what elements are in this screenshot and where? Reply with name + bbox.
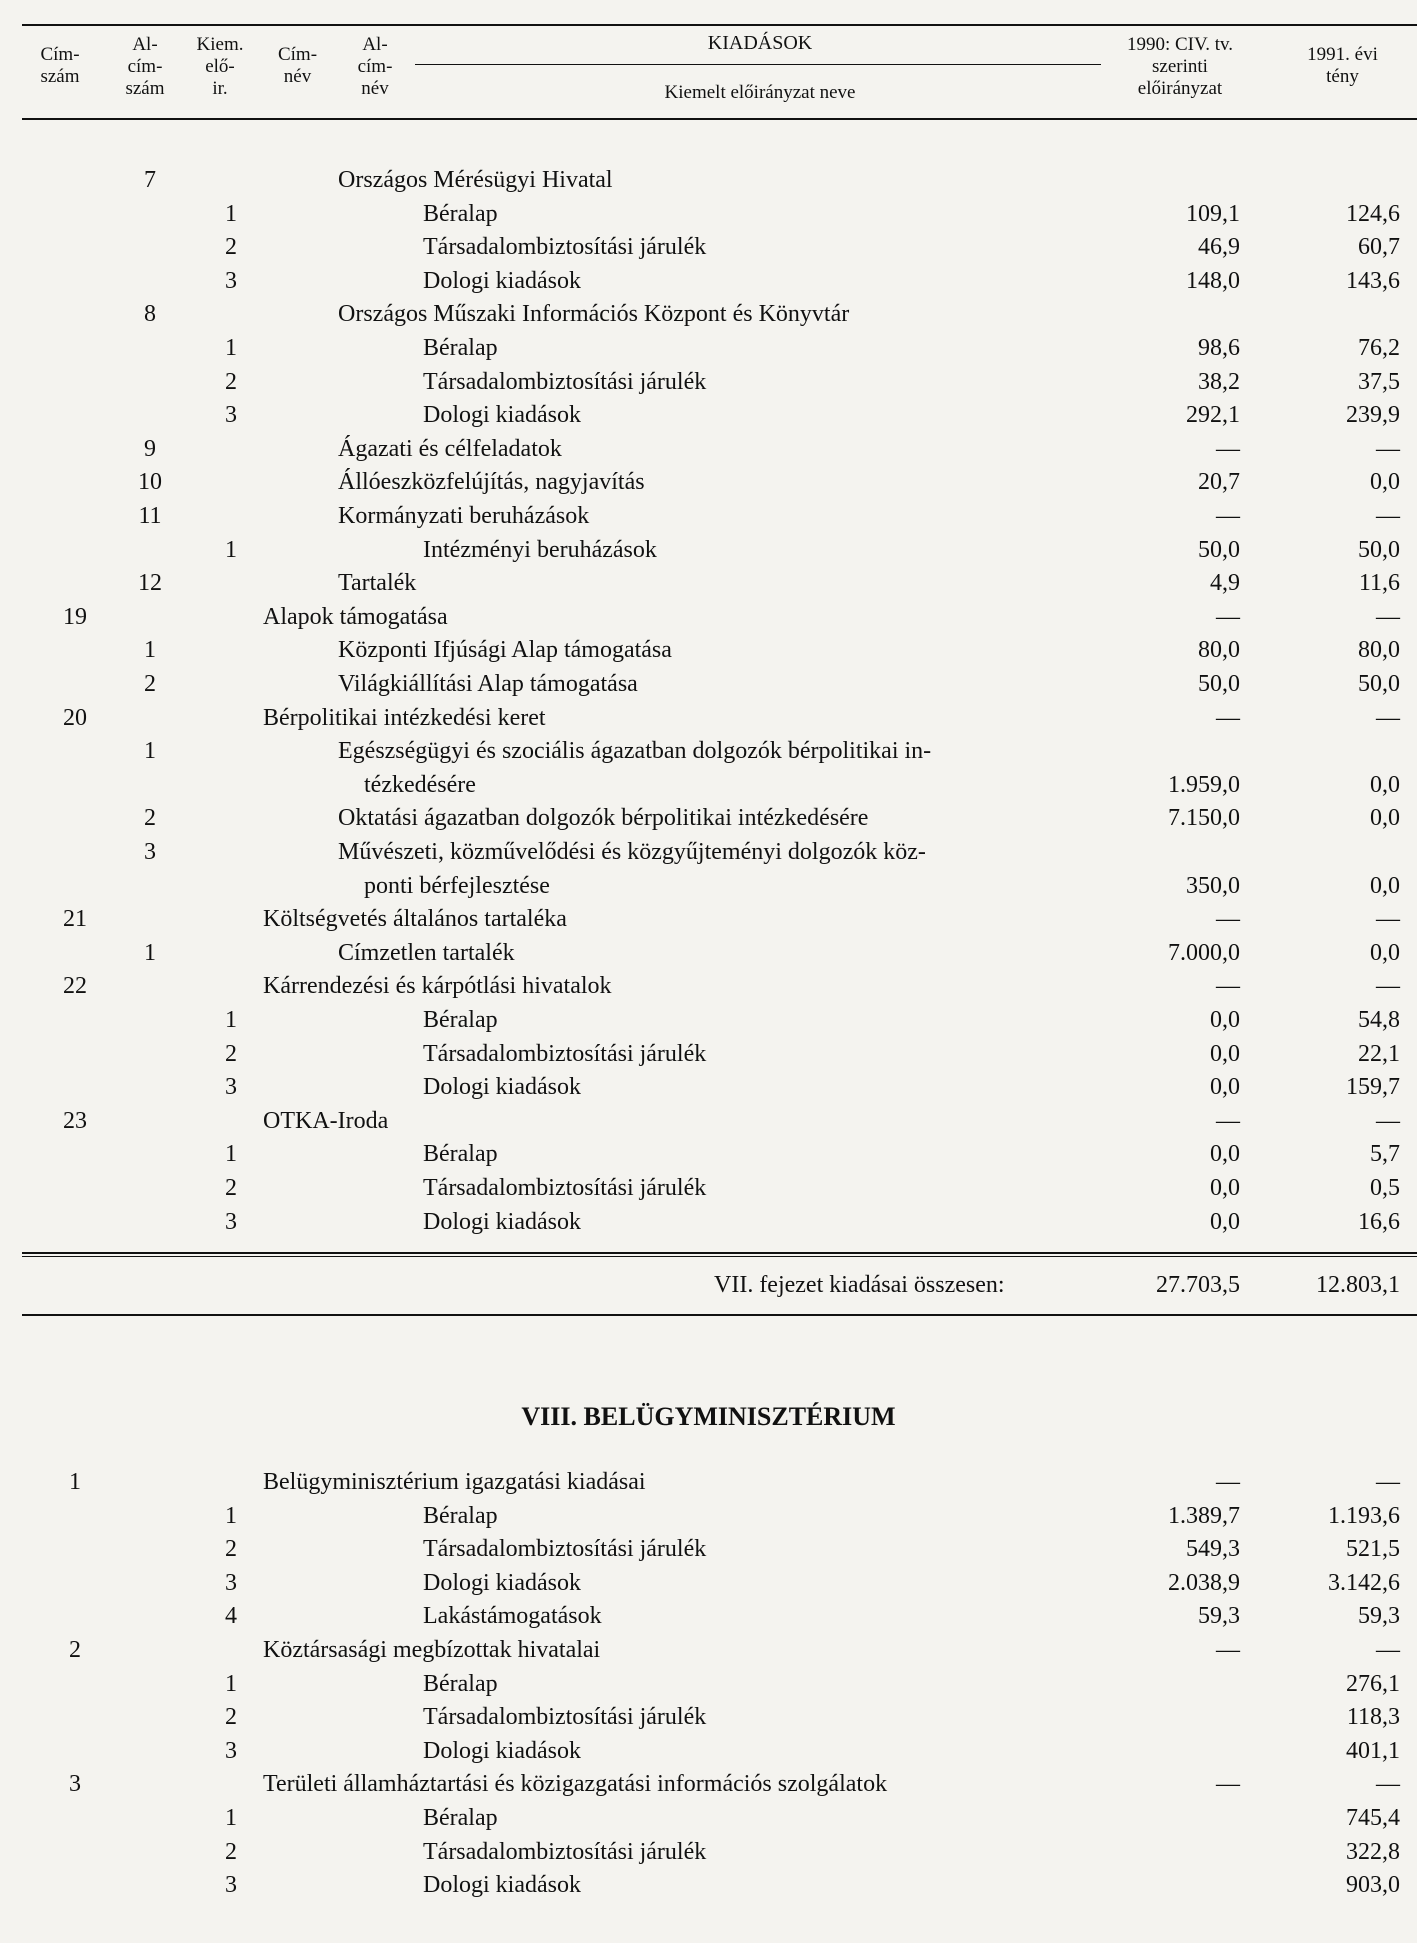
kiem-number: 1 [225, 335, 237, 361]
table-row [0, 836, 1417, 869]
value-1990: — [1216, 503, 1240, 529]
header-cim-nev: Cím- név [277, 44, 318, 87]
value-1991: 50,0 [1358, 671, 1400, 697]
header-kiemelt-nev: Kiemelt előirányzat neve [664, 82, 856, 103]
value-1991: 0,5 [1370, 1175, 1400, 1201]
table-row [0, 265, 1417, 298]
item-name: Társadalombiztosítási járulék [423, 1040, 707, 1067]
item-name: Társadalombiztosítási járulék [423, 234, 707, 261]
item-name: Területi államháztartási és közigazgatási információs szolgálatok [263, 1771, 888, 1798]
value-1991: 159,7 [1346, 1074, 1400, 1101]
value-1991: — [1376, 1469, 1400, 1495]
value-1991: — [1376, 1637, 1400, 1663]
chapter-viii-title: VIII. BELÜGYMINISZTÉRIUM [521, 1402, 896, 1431]
item-name: Béralap [423, 1805, 498, 1831]
alcim-number: 3 [144, 839, 156, 865]
total-top-rule-2 [22, 1256, 1417, 1257]
item-name: Intézményi beruházások [423, 536, 657, 563]
value-1991: 11,6 [1358, 570, 1400, 597]
value-1991: 37,5 [1358, 368, 1400, 395]
header-1990: 1990: CIV. tv. szerinti előirányzat [1126, 34, 1234, 99]
kiem-number: 4 [225, 1603, 237, 1630]
alcim-number: 2 [144, 671, 156, 697]
value-1990: — [1216, 906, 1240, 933]
table-row [0, 1533, 1417, 1566]
item-name: Társadalombiztosítási járulék [423, 1536, 707, 1563]
value-1990: 0,0 [1210, 1040, 1240, 1067]
table-row [0, 1567, 1417, 1600]
kiem-number: 2 [225, 1536, 237, 1563]
table-row [0, 198, 1417, 231]
table-row [0, 1668, 1417, 1701]
table-row [0, 634, 1417, 667]
table-row [0, 466, 1417, 499]
alcim-number: 8 [144, 301, 156, 328]
item-name: Belügyminisztérium igazgatási kiadásai [263, 1469, 646, 1495]
item-name: Egészségügyi és szociális ágazatban dolgozók bérpolitikai in- [338, 738, 932, 765]
value-1991: — [1376, 435, 1400, 462]
value-1991: 903,0 [1346, 1872, 1400, 1899]
table-row [0, 1500, 1417, 1533]
kiem-number: 2 [225, 234, 237, 261]
kiem-number: 2 [225, 1040, 237, 1067]
value-1990: 0,0 [1210, 1175, 1240, 1201]
table-row [0, 1802, 1417, 1835]
total-1990: 27.703,5 [1156, 1272, 1240, 1298]
value-1991: 80,0 [1358, 637, 1400, 664]
value-1991: — [1376, 1771, 1400, 1798]
value-1991: 22,1 [1358, 1040, 1400, 1067]
alcim-number: 1 [144, 637, 156, 664]
table-row [0, 433, 1417, 466]
table-row [0, 1768, 1417, 1801]
table-row [0, 870, 1417, 903]
value-1991: — [1376, 503, 1400, 529]
cim-number: 2 [69, 1637, 81, 1663]
value-1991: 521,5 [1346, 1536, 1400, 1563]
value-1991: 76,2 [1358, 335, 1400, 361]
item-name: Társadalombiztosítási járulék [423, 1838, 707, 1865]
kiem-number: 3 [225, 1208, 237, 1235]
table-row [0, 668, 1417, 701]
item-name: Országos Műszaki Információs Központ és Könyvtár [338, 301, 850, 328]
alcim-number: 1 [144, 939, 156, 966]
kiem-number: 3 [225, 1569, 237, 1596]
item-name: Társadalombiztosítási járulék [423, 1175, 707, 1201]
value-1990: 2.038,9 [1168, 1569, 1240, 1596]
item-name: Béralap [423, 200, 498, 227]
header-1991: 1991. évi tény [1307, 44, 1378, 87]
kiem-number: 1 [225, 200, 237, 227]
item-name: Társadalombiztosítási járulék [423, 368, 707, 395]
item-name: OTKA-Iroda [263, 1107, 389, 1134]
item-name: Oktatási ágazatban dolgozók bérpolitikai intézkedésére [338, 805, 869, 832]
item-name: Állóeszközfelújítás, nagyjavítás [338, 469, 645, 496]
item-name: Alapok támogatása [263, 603, 448, 630]
kiem-number: 2 [225, 1704, 237, 1731]
table-row [0, 500, 1417, 533]
value-1991: 143,6 [1346, 267, 1400, 294]
table-row [0, 1105, 1417, 1138]
kiem-number: 1 [225, 1502, 237, 1529]
table-row [0, 1735, 1417, 1768]
table-row [0, 702, 1417, 735]
table-row [0, 970, 1417, 1003]
table-row [0, 164, 1417, 197]
cim-number: 1 [69, 1469, 81, 1495]
table-row [0, 1172, 1417, 1205]
kiem-number: 1 [225, 1141, 237, 1168]
table-row [0, 802, 1417, 835]
value-1990: 59,3 [1198, 1603, 1240, 1630]
kiem-number: 1 [225, 1007, 237, 1033]
value-1990: — [1216, 1771, 1240, 1798]
value-1991: 124,6 [1346, 200, 1400, 227]
alcim-number: 2 [144, 805, 156, 832]
table-row [0, 1466, 1417, 1499]
table-row [0, 937, 1417, 970]
table-row [0, 903, 1417, 936]
value-1990: 148,0 [1186, 267, 1240, 294]
value-1991: 0,0 [1370, 771, 1400, 798]
value-1990: — [1216, 973, 1240, 1000]
value-1991: 5,7 [1370, 1141, 1400, 1168]
item-name: Béralap [423, 1007, 498, 1033]
total-top-rule [22, 1252, 1417, 1254]
kiem-number: 2 [225, 1175, 237, 1201]
item-name: ponti bérfejlesztése [364, 872, 550, 899]
value-1991: 276,1 [1346, 1670, 1400, 1697]
value-1990: 549,3 [1186, 1536, 1240, 1563]
item-name: Bérpolitikai intézkedési keret [263, 704, 546, 731]
value-1991: 50,0 [1358, 536, 1400, 563]
item-name: Központi Ifjúsági Alap támogatása [338, 637, 672, 664]
item-name: Ágazati és célfeladatok [338, 435, 562, 462]
table-row [0, 601, 1417, 634]
kiem-number: 3 [225, 267, 237, 294]
kiem-number: 2 [225, 368, 237, 395]
alcim-number: 11 [138, 503, 162, 529]
item-name: Költségvetés általános tartaléka [263, 906, 567, 933]
item-name: Dologi kiadások [423, 1074, 581, 1101]
kiem-number: 1 [225, 536, 237, 563]
value-1991: 401,1 [1346, 1737, 1400, 1764]
value-1990: — [1216, 435, 1240, 462]
value-1991: 0,0 [1370, 805, 1400, 832]
value-1990: 7.150,0 [1168, 805, 1240, 832]
table-row [0, 332, 1417, 365]
cim-number: 20 [63, 704, 87, 731]
value-1991: 322,8 [1346, 1838, 1400, 1865]
item-name: Dologi kiadások [423, 402, 581, 429]
table-row [0, 1701, 1417, 1734]
cim-number: 22 [63, 973, 87, 1000]
value-1990: 0,0 [1210, 1074, 1240, 1101]
header-kiem-eloir: Kiem. elő- ir. [196, 34, 244, 99]
kiem-number: 3 [225, 402, 237, 429]
cim-number: 23 [63, 1107, 87, 1134]
table-row [0, 567, 1417, 600]
value-1990: 80,0 [1198, 637, 1240, 664]
table-row [0, 1071, 1417, 1104]
item-name: tézkedésére [364, 771, 476, 798]
total-1991: 12.803,1 [1316, 1272, 1400, 1298]
value-1991: 0,0 [1370, 469, 1400, 496]
table-row [0, 366, 1417, 399]
value-1991: 54,8 [1358, 1007, 1400, 1033]
table-row [0, 769, 1417, 802]
item-name: Lakástámogatások [423, 1603, 602, 1630]
item-name: Dologi kiadások [423, 267, 581, 294]
total-label: VII. fejezet kiadásai összesen: [714, 1272, 1005, 1298]
item-name: Kárrendezési és kárpótlási hivatalok [263, 973, 612, 1000]
kiem-number: 3 [225, 1872, 237, 1899]
value-1991: 16,6 [1358, 1208, 1400, 1235]
cim-number: 19 [63, 603, 87, 630]
table-row [0, 1634, 1417, 1667]
value-1991: — [1376, 603, 1400, 630]
item-name: Köztársasági megbízottak hivatalai [263, 1637, 601, 1663]
value-1991: 1.193,6 [1328, 1502, 1400, 1529]
item-name: Dologi kiadások [423, 1872, 581, 1899]
table-row [0, 534, 1417, 567]
item-name: Dologi kiadások [423, 1208, 581, 1235]
alcim-number: 12 [138, 570, 162, 597]
kiem-number: 1 [225, 1805, 237, 1831]
value-1991: 3.142,6 [1328, 1569, 1400, 1596]
value-1990: 109,1 [1186, 200, 1240, 227]
kiem-number: 2 [225, 1838, 237, 1865]
item-name: Művészeti, közművelődési és közgyűjteményi dolgozók köz- [338, 839, 926, 865]
value-1990: 4,9 [1210, 570, 1240, 597]
value-1990: 0,0 [1210, 1208, 1240, 1235]
table-row [0, 1206, 1417, 1239]
value-1990: 7.000,0 [1168, 939, 1240, 966]
alcim-number: 7 [144, 167, 156, 193]
value-1990: — [1216, 704, 1240, 731]
item-name: Tartalék [338, 570, 417, 597]
value-1990: — [1216, 1107, 1240, 1134]
alcim-number: 1 [144, 738, 156, 765]
value-1991: — [1376, 906, 1400, 933]
table-row [0, 1138, 1417, 1171]
value-1990: 1.389,7 [1168, 1502, 1240, 1529]
item-name: Béralap [423, 335, 498, 361]
table-row [0, 1600, 1417, 1633]
total-bottom-rule [22, 1314, 1417, 1316]
value-1991: 60,7 [1358, 234, 1400, 261]
value-1991: 118,3 [1346, 1704, 1400, 1731]
header-kiadasok-rule [415, 64, 1101, 65]
value-1990: 1.959,0 [1168, 771, 1240, 798]
table-row [0, 231, 1417, 264]
value-1990: — [1216, 603, 1240, 630]
header-cim-szam: Cím- szám [40, 44, 80, 87]
header-top-rule [22, 24, 1417, 26]
value-1991: 0,0 [1370, 939, 1400, 966]
kiem-number: 3 [225, 1074, 237, 1101]
item-name: Béralap [423, 1141, 498, 1168]
value-1990: 50,0 [1198, 536, 1240, 563]
alcim-number: 9 [144, 435, 156, 462]
value-1990: — [1216, 1637, 1240, 1663]
value-1991: — [1376, 1107, 1400, 1134]
value-1991: — [1376, 704, 1400, 731]
value-1991: 59,3 [1358, 1603, 1400, 1630]
alcim-number: 10 [138, 469, 162, 496]
item-name: Társadalombiztosítási járulék [423, 1704, 707, 1731]
table-row [0, 298, 1417, 331]
item-name: Béralap [423, 1670, 498, 1697]
value-1991: 239,9 [1346, 402, 1400, 429]
table-row [0, 735, 1417, 768]
item-name: Világkiállítási Alap támogatása [338, 671, 638, 697]
value-1990: — [1216, 1469, 1240, 1495]
kiem-number: 3 [225, 1737, 237, 1764]
cim-number: 3 [69, 1771, 81, 1798]
header-alcim-nev: Al- cím- név [357, 34, 393, 99]
value-1991: — [1376, 973, 1400, 1000]
value-1991: 745,4 [1346, 1805, 1400, 1831]
value-1990: 20,7 [1198, 469, 1240, 496]
value-1990: 350,0 [1186, 872, 1240, 899]
value-1990: 0,0 [1210, 1007, 1240, 1033]
header-kiadasok: KIADÁSOK [707, 32, 813, 54]
cim-number: 21 [63, 906, 87, 933]
header-bottom-rule [22, 118, 1417, 120]
item-name: Béralap [423, 1502, 498, 1529]
item-name: Országos Mérésügyi Hivatal [338, 167, 613, 193]
value-1990: 98,6 [1198, 335, 1240, 361]
kiem-number: 1 [225, 1670, 237, 1697]
value-1990: 292,1 [1186, 402, 1240, 429]
table-row [0, 399, 1417, 432]
table-row [0, 1869, 1417, 1902]
table-row [0, 1038, 1417, 1071]
item-name: Dologi kiadások [423, 1569, 581, 1596]
value-1990: 0,0 [1210, 1141, 1240, 1168]
value-1990: 46,9 [1198, 234, 1240, 261]
item-name: Kormányzati beruházások [338, 503, 590, 529]
item-name: Dologi kiadások [423, 1737, 581, 1764]
header-alcim-szam: Al- cím- szám [125, 34, 165, 99]
value-1990: 50,0 [1198, 671, 1240, 697]
item-name: Címzetlen tartalék [338, 939, 515, 966]
value-1991: 0,0 [1370, 872, 1400, 899]
table-row [0, 1836, 1417, 1869]
value-1990: 38,2 [1198, 368, 1240, 395]
table-row [0, 1004, 1417, 1037]
